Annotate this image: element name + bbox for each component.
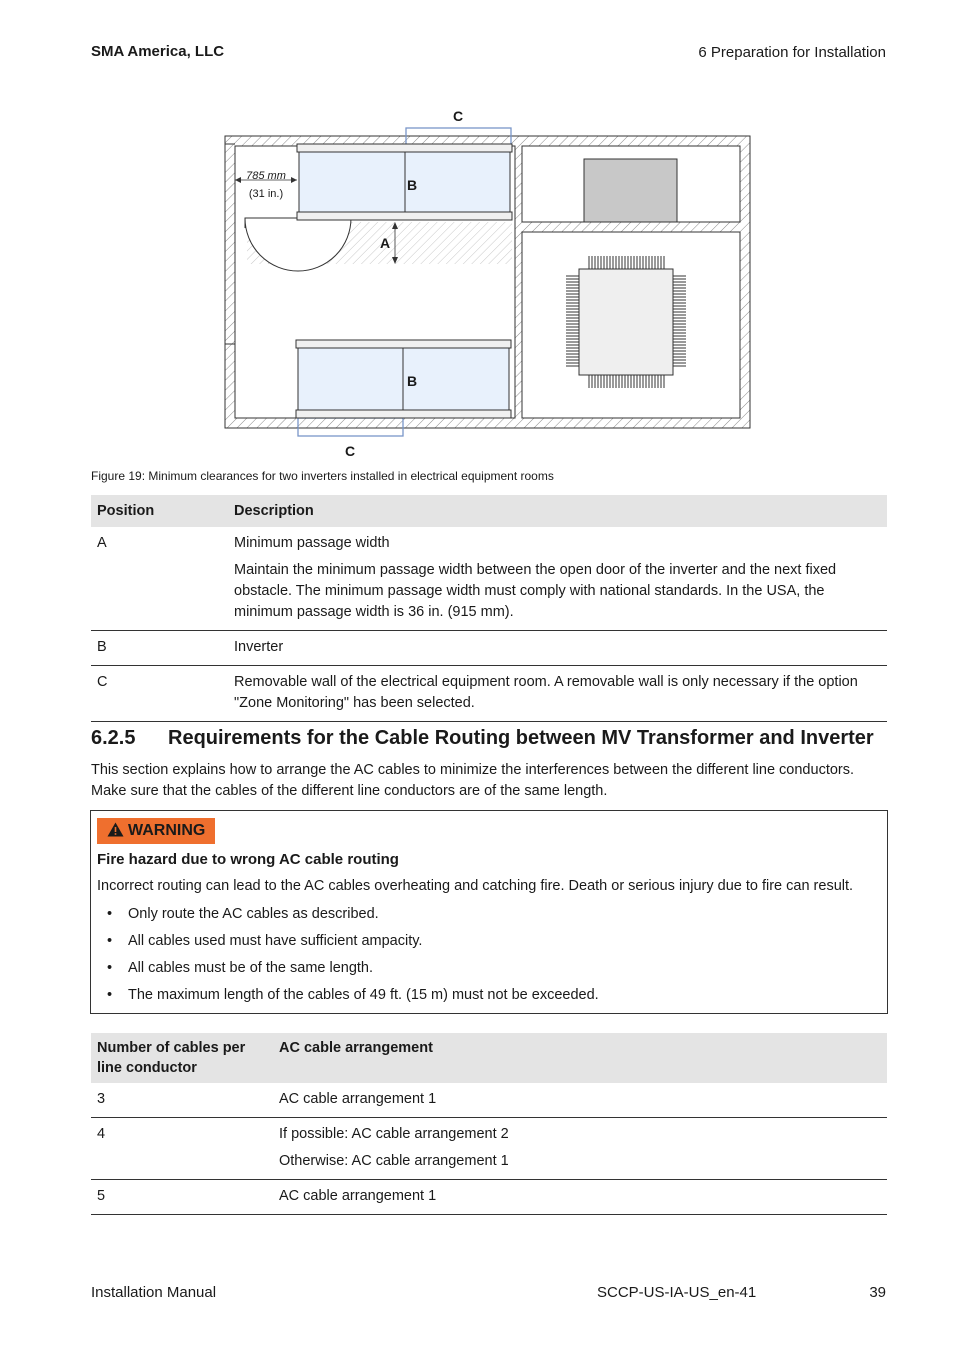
dimension-in: (31 in.) [248,188,284,200]
station-unit [584,159,677,222]
arrangement-cell: If possible: AC cable arrangement 2 Otherwise: AC cable arrangement 1 [273,1118,887,1180]
position-cell: C [91,666,228,722]
warning-list [97,905,599,1013]
arrangement-cell: AC cable arrangement 1 [273,1083,887,1118]
transformer [566,256,686,388]
section-intro: This section explains how to arrange the AC cables to minimize the interferences between the different line conductors. Make sure that the cables of the different line conductors are of the same length. [91,762,855,799]
table-row [91,1118,887,1180]
label-b-bottom: B [406,373,418,389]
header-cable-count: Number of cables per line conductor [91,1033,273,1083]
description-cell: Inverter [228,631,887,666]
section-number: 6.2.5 [91,727,136,749]
positions-table [91,495,887,722]
table-row [91,1083,887,1118]
header-description: Description [228,495,887,527]
clearance-diagram [224,104,754,460]
count-cell: 4 [91,1118,273,1180]
label-a: A [379,235,391,251]
arrangement-cell: AC cable arrangement 1 [273,1180,887,1215]
warning-badge: WARNING [97,818,215,844]
header-chapter: 6 Preparation for Installation [698,44,886,61]
footer-doc-id: SCCP-US-IA-US_en-41 [597,1284,757,1301]
position-cell: A [91,527,228,631]
position-cell: B [91,631,228,666]
label-c-top: C [452,108,464,124]
warning-text: Incorrect routing can lead to the AC cables overheating and catching fire. Death or serious injury due to fire can result. [97,878,854,894]
table-row [91,1180,887,1215]
list-item: • All cables must be of the same length. [107,960,374,976]
list-item: • Only route the AC cables as described. [107,906,379,922]
warning-title: Fire hazard due to wrong AC cable routing [97,851,399,868]
header-arrangement: AC cable arrangement [273,1033,887,1083]
header-position: Position [91,495,228,527]
label-c-bottom: C [344,443,356,459]
count-cell: 3 [91,1083,273,1118]
cables-table [91,1033,887,1215]
header-company: SMA America, LLC [91,43,225,60]
list-item: • The maximum length of the cables of 49 ft. (15 m) must not be exceeded. [107,987,599,1003]
figure-caption: Figure 19: Minimum clearances for two inverters installed in electrical equipment rooms [91,469,554,483]
label-b-top: B [406,177,418,193]
section-title: Requirements for the Cable Routing between MV Transformer and Inverter [168,727,874,749]
section-heading [91,727,874,750]
table-row [91,666,887,722]
list-item: • All cables used must have sufficient ampacity. [107,933,423,949]
description-cell: Removable wall of the electrical equipment room. A removable wall is only necessary if the option "Zone Monitoring" has been selected. [228,666,887,722]
table-row [91,631,887,666]
footer-manual: Installation Manual [91,1284,217,1301]
dimension-mm: 785 mm [246,170,286,182]
page-number: 39 [869,1284,886,1301]
description-cell: Minimum passage width Maintain the minimum passage width between the open door of the inverter and the next fixed obstacle. The minimum passage width must comply with national standards. In the USA, the minimum passage width is 36 in. (915 mm). [228,527,887,631]
warning-box [90,810,888,1014]
warning-triangle-icon [107,822,124,837]
count-cell: 5 [91,1180,273,1215]
table-row [91,527,887,631]
